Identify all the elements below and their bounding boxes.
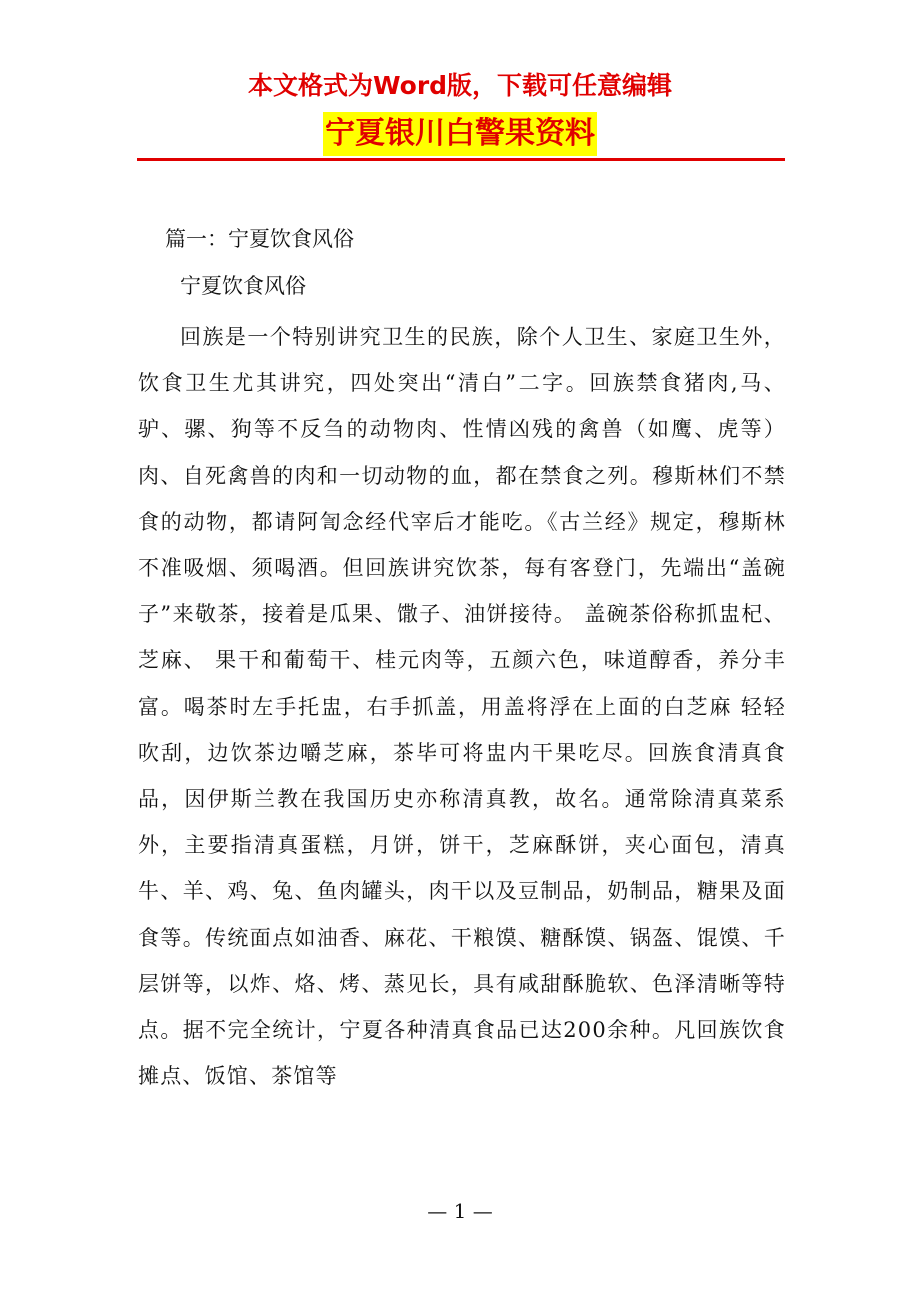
- document-title: 宁夏银川白警果资料: [323, 112, 597, 156]
- title-divider: [137, 158, 785, 161]
- format-notice: 本文格式为Word版，下载可任意编辑: [247, 71, 673, 100]
- title-container: [0, 112, 920, 156]
- page-number: — 1 —: [427, 1199, 493, 1223]
- body-paragraph: 回族是一个特别讲究卫生的民族，除个人卫生、家庭卫生外，饮食卫生尤其讲究，四处突出“清白”二字。回族禁食猪肉,马、驴、骡、狗等不反刍的动物肉、性情凶残的禽兽（如鹰、虎等）肉、自死禽兽的肉和一切动物的血，都在禁食之列。穆斯林们不禁食的动物，都请阿訇念经代宰后才能吃。《古兰经》规定，穆斯林不准吸烟、须喝酒。但回族讲究饮茶，每有客登门，先端出“盖碗子”来敬茶，接着是瓜果、馓子、油饼接待。 盖碗茶俗称抓盅杞、芝麻、 果干和葡萄干、桂元肉等，五颜六色，味道醇香，养分丰富。喝茶时左手托盅，右手抓盖，用盖将浮在上面的白芝麻 轻轻吹刮，边饮茶边嚼芝麻，茶毕可将盅内干果吃尽。回族食清真食品，因伊斯兰教在我国历史亦称清真教，故名。通常除清真菜系外，主要指清真蛋糕，月饼，饼干，芝麻酥饼，夹心面包，清真牛、羊、鸡、兔、鱼肉罐头，肉干以及豆制品，奶制品，糖果及面食等。传统面点如油香、麻花、干粮馍、糖酥馍、锅盔、馄馍、千层饼等，以炸、烙、烤、蒸见长，具有咸甜酥脆软、色泽清晰等特点。据不完全统计，宁夏各种清真食品已达200余种。凡回族饮食摊点、饭馆、茶馆等: [138, 325, 786, 1089]
- article-subtitle: 宁夏饮食风俗: [180, 274, 306, 298]
- section-heading: 篇一：宁夏饮食风俗: [165, 227, 354, 251]
